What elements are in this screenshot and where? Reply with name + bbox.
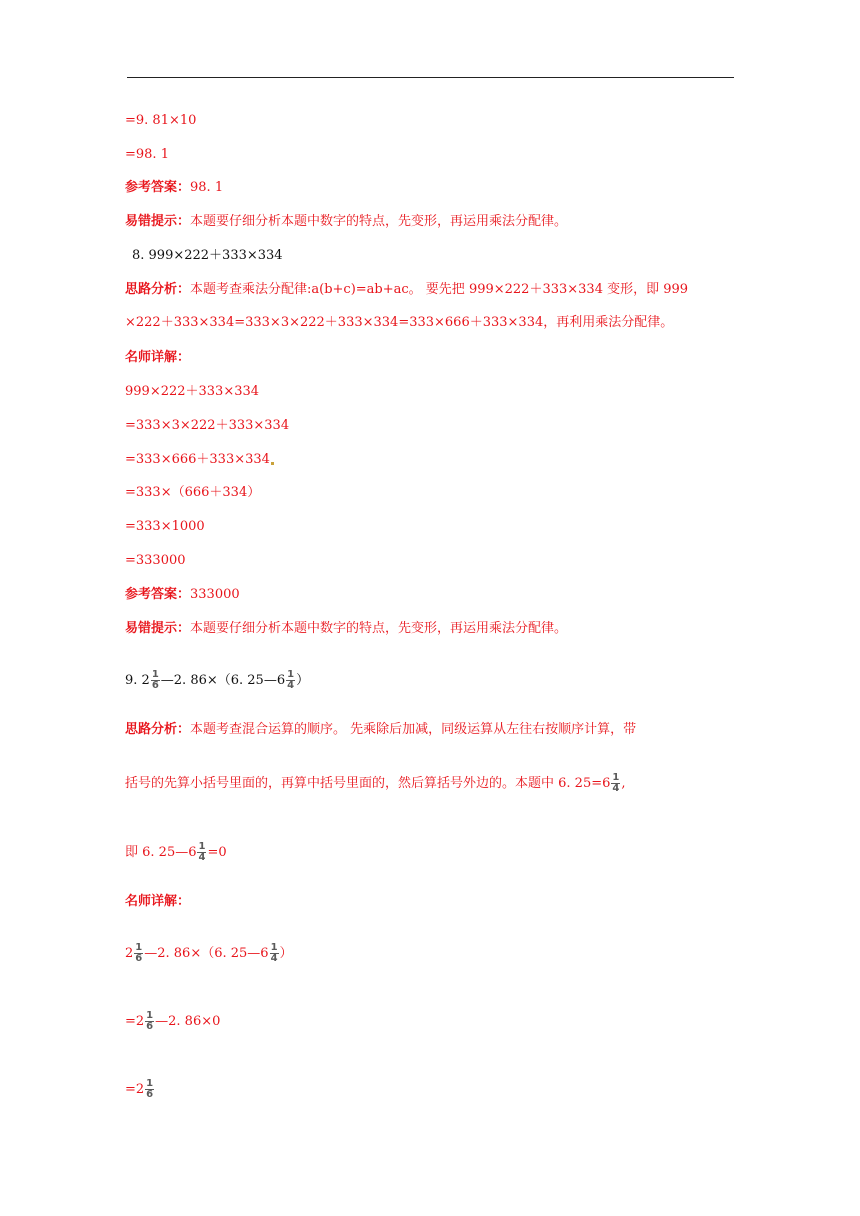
answer-line — [125, 179, 223, 197]
detail-label: 名师详解： — [125, 894, 191, 909]
detail-label: 名师详解： — [125, 350, 191, 365]
fraction-one-quarter — [286, 670, 295, 691]
fraction-denominator: 6 — [146, 1021, 154, 1032]
answer-value: 98. 1 — [190, 180, 224, 195]
answer-label: 参考答案： — [125, 180, 191, 195]
fraction-denominator: 4 — [287, 680, 295, 691]
answer-line — [125, 586, 240, 604]
fraction-numerator: 1 — [198, 841, 206, 852]
fraction-one-sixth — [151, 670, 160, 691]
fraction-one-quarter — [197, 842, 206, 863]
question-8: 8. 999×222＋333×334 — [132, 248, 283, 263]
analysis-line-cont — [125, 842, 227, 863]
analysis-text: 括号的先算小括号里面的，再算中括号里面的，然后算括号外边的。本题中 6. 25=6 — [125, 776, 611, 791]
tip-line — [125, 213, 567, 231]
q9-prefix: 9. 2 — [125, 673, 150, 688]
analysis-line — [125, 281, 688, 299]
solution-step — [125, 1079, 155, 1100]
answer-value: 333000 — [190, 587, 240, 602]
fraction-denominator: 6 — [146, 1089, 154, 1100]
step-end: ） — [279, 946, 293, 961]
fraction-denominator: 4 — [270, 953, 278, 964]
header-rule — [127, 77, 734, 78]
q9-mid: —2. 86×（6. 25—6 — [160, 673, 286, 688]
tip-label: 易错提示： — [125, 214, 191, 229]
solution-step: =333×3×222＋333×334 — [125, 418, 290, 433]
fraction-numerator: 1 — [135, 942, 143, 953]
fraction-one-sixth — [134, 943, 143, 964]
fraction-numerator: 1 — [270, 942, 278, 953]
step-prefix: =2 — [125, 1014, 145, 1029]
solution-step — [125, 943, 293, 964]
solution-step: =333000 — [125, 553, 186, 568]
solution-step: =333×1000 — [125, 519, 205, 534]
fraction-one-sixth — [145, 1079, 154, 1100]
analysis-label: 思路分析： — [125, 722, 191, 737]
fraction-numerator: 1 — [146, 1078, 154, 1089]
tip-text: 本题要仔细分析本题中数字的特点，先变形，再运用乘法分配律。 — [190, 214, 568, 229]
fraction-denominator: 6 — [135, 953, 143, 964]
q9-end: ） — [296, 673, 310, 688]
fraction-numerator: 1 — [612, 772, 620, 783]
solution-step: 999×222＋333×334 — [125, 384, 260, 399]
text-line: =9. 81×10 — [125, 113, 197, 128]
analysis-line-cont — [125, 773, 625, 794]
analysis-text: 本题考查混合运算的顺序。 先乘除后加减，同级运算从左往右按顺序计算，带 — [190, 722, 637, 737]
fraction-one-quarter — [611, 773, 620, 794]
fraction-denominator: 4 — [612, 783, 620, 794]
step-end: —2. 86×0 — [155, 1014, 221, 1029]
fraction-one-quarter — [270, 943, 279, 964]
question-9 — [125, 670, 309, 691]
analysis-line — [125, 721, 636, 739]
analysis-label: 思路分析： — [125, 282, 191, 297]
solution-step — [125, 451, 274, 469]
fraction-one-sixth — [145, 1011, 154, 1032]
analysis-text-end: , — [621, 776, 626, 791]
fraction-numerator: 1 — [151, 669, 159, 680]
analysis-text: 本题考查乘法分配律:a(b+c)=ab+ac。 要先把 999×222＋333×334 变形，即 999 — [190, 282, 689, 297]
analysis-text-end: =0 — [207, 845, 227, 860]
analysis-line-cont: ×222＋333×334=333×3×222＋333×334=333×666＋333×334，再利用乘法分配律。 — [125, 315, 674, 330]
text-line: =98. 1 — [125, 147, 169, 162]
tip-line — [125, 620, 567, 638]
fraction-denominator: 4 — [198, 852, 206, 863]
solution-step — [125, 1011, 220, 1032]
fraction-numerator: 1 — [287, 669, 295, 680]
tip-text: 本题要仔细分析本题中数字的特点，先变形，再运用乘法分配律。 — [190, 621, 568, 636]
step-prefix: =2 — [125, 1082, 145, 1097]
step-mid: —2. 86×（6. 25—6 — [144, 946, 269, 961]
fraction-numerator: 1 — [146, 1010, 154, 1021]
solution-step: =333×（666＋334） — [125, 485, 261, 500]
answer-label: 参考答案： — [125, 587, 191, 602]
tip-label: 易错提示： — [125, 621, 191, 636]
solution-step-text: =333×666＋333×334 — [125, 452, 270, 467]
fraction-denominator: 6 — [151, 680, 159, 691]
step-prefix: 2 — [125, 946, 134, 961]
analysis-text: 即 6. 25—6 — [125, 845, 197, 860]
cursor-marker — [271, 462, 274, 465]
